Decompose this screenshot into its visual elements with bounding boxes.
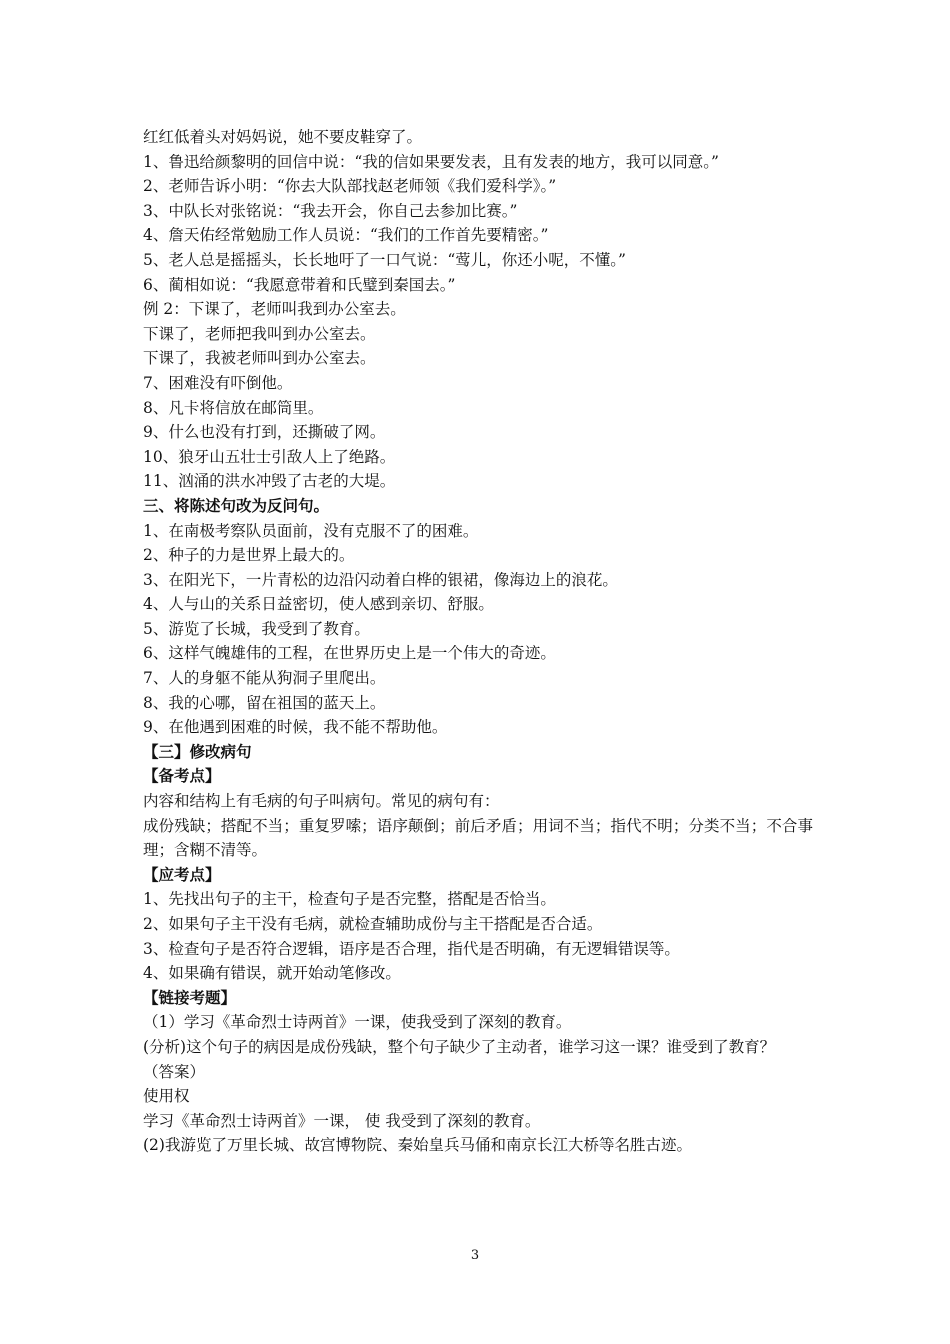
- section-heading: 【备考点】: [143, 766, 221, 786]
- text-line: 例 2：下课了，老师叫我到办公室去。: [143, 300, 406, 319]
- text-line: 3、中队长对张铭说：“我去开会，你自己去参加比赛。”: [143, 201, 518, 220]
- section-heading: 【三】修改病句: [143, 741, 252, 761]
- text-line: 下课了，我被老师叫到办公室去。: [143, 349, 376, 368]
- text-line: (分析)这个句子的病因是成份残缺，整个句子缺少了主动者，谁学习这一课？谁受到了教育？: [143, 1037, 776, 1056]
- text-line: 2、种子的力是世界上最大的。: [143, 546, 355, 565]
- text-line: （1）学习《革命烈士诗两首》一课，使我受到了深刻的教育。: [143, 1013, 572, 1032]
- text-line: 10、狼牙山五壮士引敌人上了绝路。: [143, 447, 396, 466]
- text-line: 8、凡卡将信放在邮筒里。: [143, 398, 324, 417]
- text-line: 7、困难没有吓倒他。: [143, 373, 293, 392]
- text-line: 6、这样气魄雄伟的工程，在世界历史上是一个伟大的奇迹。: [143, 644, 556, 663]
- text-line: 9、什么也没有打到，还撕破了网。: [143, 423, 386, 442]
- text-line: 4、詹天佑经常勉励工作人员说：“我们的工作首先要精密。”: [143, 226, 549, 245]
- section-heading: 【应考点】: [143, 864, 221, 884]
- text-line: 2、如果句子主干没有毛病，就检查辅助成份与主干搭配是否合适。: [143, 915, 603, 933]
- text-line: 4、如果确有错误，就开始动笔修改。: [143, 964, 401, 983]
- text-line: 1、在南极考察队员面前，没有克服不了的困难。: [143, 521, 479, 540]
- text-line: （答案）: [143, 1062, 206, 1081]
- text-line: 成份残缺；搭配不当；重复罗嗦；语序颠倒；前后矛盾；用词不当；指代不明；分类不当；不合事理；含糊不清等。: [143, 816, 813, 860]
- text-line: 8、我的心哪，留在祖国的蓝天上。: [143, 693, 386, 712]
- text-line: 1、鲁迅给颜黎明的回信中说：“我的信如果要发表，且有发表的地方，我可以同意。”: [143, 152, 719, 171]
- page-number: 3: [470, 1248, 480, 1263]
- text-line: 内容和结构上有毛病的句子叫病句。常见的病句有：: [143, 792, 500, 811]
- text-line: 6、蔺相如说：“我愿意带着和氏璧到秦国去。”: [143, 275, 456, 294]
- section-heading: 【链接考题】: [143, 987, 237, 1007]
- text-line: 9、在他遇到困难的时候，我不能不帮助他。: [143, 718, 448, 737]
- text-line: 2、老师告诉小明：“你去大队部找赵老师领《我们爱科学》。”: [143, 177, 557, 196]
- text-line: 1、先找出句子的主干，检查句子是否完整，搭配是否恰当。: [143, 890, 556, 909]
- text-line: 3、在阳光下，一片青松的边沿闪动着白桦的银裙，像海边上的浪花。: [143, 570, 618, 589]
- text-line: 下课了，老师把我叫到办公室去。: [143, 324, 376, 343]
- text-line: 11、汹涌的洪水冲毁了古老的大堤。: [143, 472, 396, 491]
- text-line: 3、检查句子是否符合逻辑，语序是否合理，指代是否明确，有无逻辑错误等。: [143, 939, 680, 958]
- document-body: [143, 125, 813, 1158]
- text-line: 红红低着头对妈妈说，她不要皮鞋穿了。: [143, 128, 423, 146]
- text-line: 5、游览了长城，我受到了教育。: [143, 619, 370, 638]
- section-heading: 三、将陈述句改为反问句。: [143, 495, 330, 515]
- text-line: 学习《革命烈士诗两首》一课， 使 我受到了深刻的教育。: [143, 1111, 541, 1130]
- text-line: 5、老人总是摇摇头，长长地吁了一口气说：“莺儿，你还小呢，不懂。”: [143, 250, 626, 269]
- text-line: 使用权: [143, 1087, 190, 1106]
- text-line: (2)我游览了万里长城、故宫博物院、秦始皇兵马俑和南京长江大桥等名胜古迹。: [143, 1136, 692, 1155]
- text-line: 7、人的身躯不能从狗洞子里爬出。: [143, 669, 386, 688]
- text-line: 4、人与山的关系日益密切，使人感到亲切、舒服。: [143, 595, 494, 614]
